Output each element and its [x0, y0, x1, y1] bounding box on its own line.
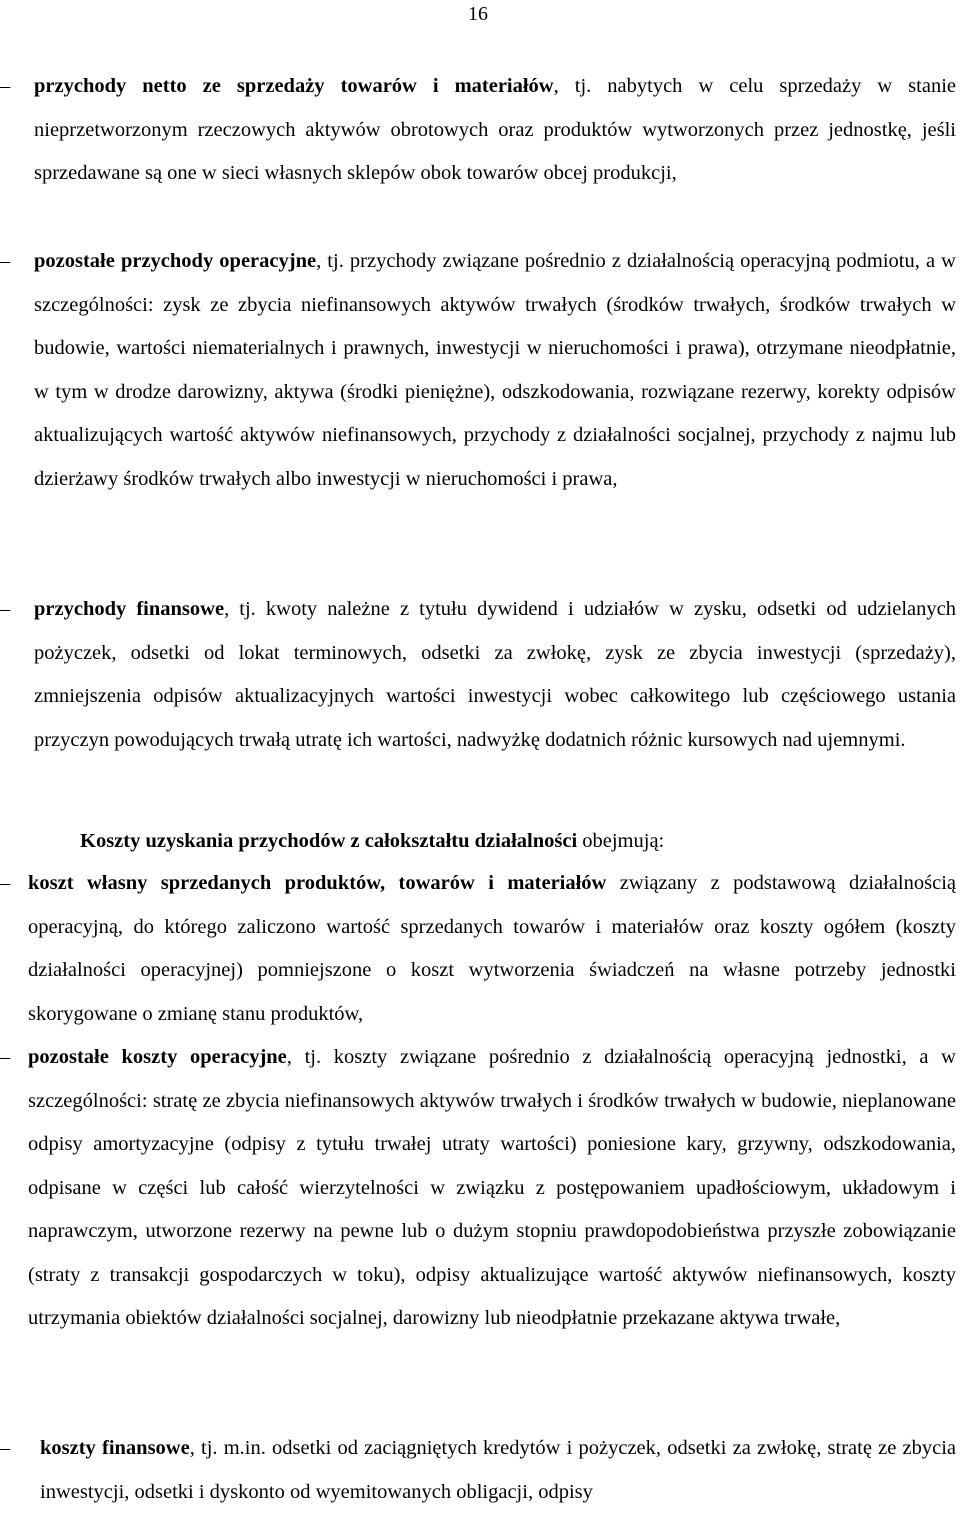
list-dash: –: [0, 598, 11, 620]
term-description: , tj. kwoty należne z tytułu dywidend i udziałów w zysku, odsetki od udzielanych pożyczek, odsetki od lokat terminowych, odsetki za zwłokę, zysk ze zbycia inwestycji (sprzedaży), zmniejszenia odpisów aktualizacyjnych wartości inwestycji wobec całkowitego lub częściowego ustania przyczyn powodujących trwałą utratę ich wartości, nadwyżkę dodatnich różnic kursowych nad ujemnymi.: [34, 598, 956, 751]
list-dash: –: [0, 75, 11, 97]
term-description: , tj. m.in. odsetki od zaciągniętych kredytów i pożyczek, odsetki za zwłokę, stratę ze zbycia inwestycji, odsetki i dyskonto od wyemitowanych obligacji, odpisy: [40, 1437, 956, 1503]
term-description: , tj. przychody związane pośrednio z działalnością operacyjną podmiotu, a w szczególności: zysk ze zbycia niefinansowych aktywów trwałych (środków trwałych, środków trwałych w budowie, wartości niematerialnych i prawnych, inwestycji w nieruchomości i prawa), otrzymane nieodpłatnie, w tym w drodze darowizny, aktywa (środki pieniężne), odszkodowania, rozwiązane rezerwy, korekty odpisów aktualizujących wartość aktywów niefinansowych, przychody z działalności socjalnej, przychody z najmu lub dzierżawy środków trwałych albo inwestycji w nieruchomości i prawa,: [34, 250, 956, 490]
list-item-financial-costs: [0, 1427, 956, 1514]
list-dash: –: [0, 1437, 11, 1459]
list-item-revenue-sales: [0, 65, 956, 196]
list-dash: –: [0, 1046, 11, 1068]
term-description: , tj. nabytych w celu sprzedaży w stanie nieprzetworzonym rzeczowych aktywów obrotowych oraz produktów wytworzonych przez jednostkę, jeśli sprzedawane są one w sieci własnych sklepów obok towarów obcej produkcji,: [34, 75, 956, 184]
term-bold: przychody finansowe: [34, 598, 225, 620]
costs-heading-text: obejmują:: [577, 830, 665, 852]
term-bold: pozostałe koszty operacyjne: [28, 1046, 287, 1068]
costs-heading-bold: Koszty uzyskania przychodów z całokształtu działalności: [80, 830, 578, 852]
list-item-other-operating-costs: [0, 1036, 956, 1341]
term-description: związany z podstawową działalnością operacyjną, do którego zaliczono wartość sprzedanych towarów i materiałów oraz koszty ogółem (koszty działalności operacyjnej) pomniejszone o koszt wytworzenia świadczeń na własne potrzeby jednostki skorygowane o zmianę stanu produktów,: [28, 872, 956, 1025]
term-bold: pozostałe przychody operacyjne: [34, 250, 317, 272]
list-dash: –: [0, 250, 11, 272]
term-bold: koszt własny sprzedanych produktów, towarów i materiałów: [28, 872, 607, 894]
costs-heading: [80, 820, 664, 864]
list-item-financial-revenue: [0, 588, 956, 762]
list-item-cost-of-sales: [0, 862, 956, 1036]
page-number: 16: [468, 3, 488, 25]
list-item-other-operating-revenue: [0, 240, 956, 501]
term-description: , tj. koszty związane pośrednio z działalnością operacyjną jednostki, a w szczególności: stratę ze zbycia niefinansowych aktywów trwałych i środków trwałych w budowie, nieplanowane odpisy amortyzacyjne (odpisy z tytułu trwałej utraty wartości) poniesione kary, grzywny, odszkodowania, odpisane w części lub całość wierzytelności w związku z postępowaniem upadłościowym, układowym i naprawczym, utworzone rezerwy na pewne lub o dużym stopniu prawdopodobieństwa przyszłe zobowiązanie (straty z transakcji gospodarczych w toku), odpisy aktualizujące wartość aktywów niefinansowych, koszty utrzymania obiektów działalności socjalnej, darowizny lub nieodpłatnie przekazane aktywa trwałe,: [28, 1046, 956, 1329]
term-bold: koszty finansowe: [40, 1437, 190, 1459]
list-dash: –: [0, 872, 11, 894]
term-bold: przychody netto ze sprzedaży towarów i materiałów: [34, 75, 554, 97]
